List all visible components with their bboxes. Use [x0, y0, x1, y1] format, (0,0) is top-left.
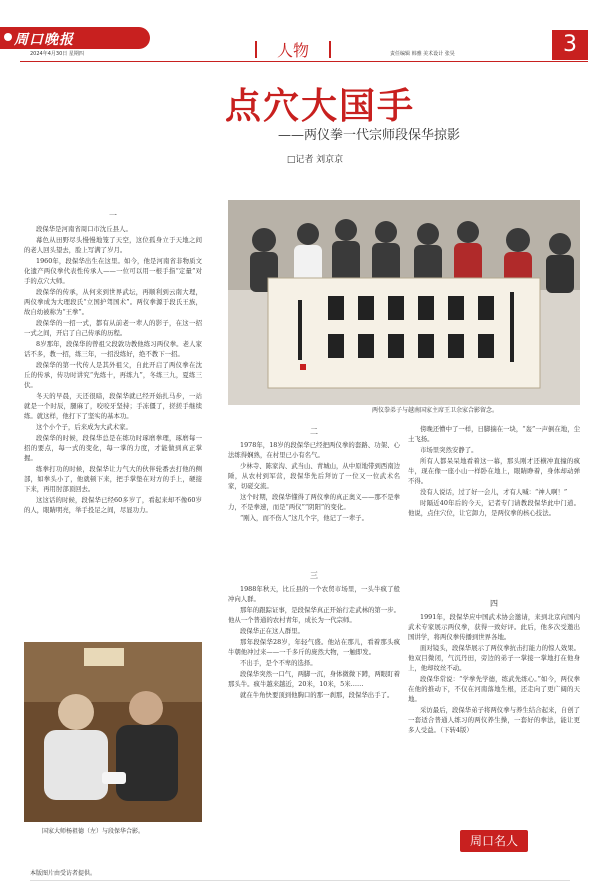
paragraph: 段保华的第一代传人是其外祖父，自此开启了两仪拳在沈丘的传承，传功时讲究“先练十，再练九”，冬练三九，夏练三伏。 [24, 361, 202, 389]
paragraph: 8岁那年，段保华的曾祖父段敦功教他练习两仪拳。老人家话不多，教一招，练三年，一招没练好，绝不教下一招。 [24, 340, 202, 358]
header-rule [20, 61, 588, 62]
paragraph: 1988年秋天，比丘县的一个农贸市场里，一头牛疯了般冲向人群。 [228, 585, 400, 603]
paragraph: 段保华突然一口气，两脚一沉，身体微微下蹲，两眼盯着那头牛。疯牛越来越近，20米，10米，5米…… [228, 670, 400, 688]
masthead [0, 0, 600, 62]
column-3 [228, 568, 400, 868]
editors-line: 责任编辑 韩雅 美术设计 张昊 [390, 51, 455, 57]
logo-dot-icon [4, 33, 12, 41]
paragraph: 段保华正在这人群里。 [240, 627, 304, 635]
article-subtitle: ——两仪拳一代宗师段保华掠影 [277, 128, 460, 143]
column-4 [408, 424, 580, 594]
paragraph: 面对镜头，段保华展示了两仪拳抗击打能力的惊人效果。他双目微闭，气沉丹田，旁边的弟子一掌接一掌地打在他身上，他却纹丝不动。 [408, 644, 580, 672]
photo-two-masters-image [24, 642, 202, 822]
paragraph: 那年段保华28岁，年轻气盛。他站在那儿，看着那头疯牛朝他冲过来——一千多斤的庞然大物，一触即发。 [228, 638, 400, 656]
date-line: 2024年4月30日 星期四 [30, 51, 84, 57]
paragraph: 练拳打功的时候，段保华让力气大的伙伴轮番去打他的侧部，如拳头小了，他就顿下来，把手掌垫在对方的手上，硬接下来，再用肘部顶回去。 [24, 465, 202, 493]
column-1 [24, 208, 202, 638]
byline: □记者 刘京京 [286, 155, 344, 165]
article-title: 点穴大国手 [224, 85, 415, 127]
paragraph: 采访最后，段保华弟子将两仪拳与养生结合起来，自创了一套适合普通人练习的两仪养生操，一套好的拳法，能让更多人受益。（下转4版） [408, 706, 580, 734]
paragraph: 傍晚还懵中了一样，日脚揣在一块，“轰”一声倒在地，尘土飞扬。 [408, 425, 580, 443]
paragraph: 冬天的早晨，天还很暗，段保华就已经开始扎马步，一站就是一个时辰，腿麻了，咬咬牙坚持；手冻僵了，搓搓手继续练。就这样，他打下了坚实的基本功。 [24, 392, 202, 420]
paragraph: 这这话的时候，段保华已经60多岁了，看起来却不像60岁的人，眼睛明亮，举手投足之间，尽显功力。 [24, 496, 202, 514]
section-mark-2: 二 [310, 427, 318, 436]
paper-logo [0, 27, 150, 49]
paragraph: 1991年，段保华应中国武术协会邀请，来到北京向国内武术专家展示两仪拳，获得一致好评。此后，他多次受邀出国讲学，将两仪拳传播到世界各地。 [408, 613, 580, 641]
paragraph: 幕色从田野尽头慢慢地笼了天空，这位孤身立于天地之间的老人回头望去，脸上写满了岁月。 [24, 236, 202, 254]
paragraph: 段保华的一招一式，都有从前老一辈人的影子，在这一招一式之间，开启了自己传承的历程。 [24, 319, 202, 337]
paragraph: 市场里突然安静了。 [420, 446, 478, 454]
footer-badge: 周口名人 [460, 830, 528, 852]
section-mark-3: 三 [310, 571, 318, 580]
paragraph: 这个小个子，后来成为大武术家。 [36, 423, 132, 431]
photo-group-calligraphy [228, 200, 580, 405]
paragraph: 段保华是河南省周口市沈丘县人。 [36, 225, 132, 233]
column-5 [408, 596, 580, 824]
page-number: 3 [552, 30, 588, 60]
section-title: 人物 [255, 38, 331, 60]
photo-group-calligraphy-image [228, 200, 580, 405]
paragraph: 1978年，18岁的段保华已经把两仪拳的套路、功架、心法练得娴熟，在村里已小有名气。 [228, 441, 400, 459]
paragraph: 段保华常说：“学拳先学德，练武先练心。”如今，两仪拳在他的推动下，不仅在河南落地生根，还走向了更广阔的天地。 [408, 675, 580, 703]
footer-note: 本版图片由受访者提供。 [30, 870, 97, 877]
paragraph: “刚入，而不伤人”这几个字，他记了一辈子。 [240, 514, 368, 522]
caption-photo-top: 两仪拳弟子与越南国家主席王卫余家合影留念。 [372, 407, 499, 414]
paragraph: 没有人说话，过了好一会儿，才有人喊：“神人啊！” [420, 488, 568, 496]
paragraph: 少林寺、陈家沟、武当山、青城山，从中原地带到西南边陲，从农村到军营，段保华先后拜访了一位又一位武术名家，切磋交流。 [228, 462, 400, 490]
column-2 [228, 424, 400, 564]
section-mark-1: 一 [109, 211, 117, 220]
paragraph: 时隔近40年后的今天，记者专门请教段保华此中门道。他说，点住穴位，让它卸力，是两仪拳的核心技法。 [408, 499, 580, 517]
paragraph: 所有人都呆呆地看着这一幕，那头刚才还横冲直撞的疯牛，现在像一座小山一样卧在地上，眼睛睁着，身体却动弹不得。 [408, 457, 580, 485]
paragraph: 那年的跟踪证事，是段保华真正开始行走武林的第一步。他从一个普通的农村青年，成长为一代宗师。 [228, 606, 400, 624]
paragraph: 段保华的时候，段保华总是在练功时琢磨拳理，琢磨每一招的要点，每一式的变化，每一掌的力度，才能做到真正掌握。 [24, 434, 202, 462]
paragraph: 这个时期，段保华懂得了两仪拳的真正奥义——那不是拳力，不是拳速，而是“两仪”“阴阳”的变化。 [228, 493, 400, 511]
paragraph: 不出手，是个不卑的选择。 [240, 659, 317, 667]
paragraph: 就在牛角快要顶到他胸口的那一刹那，段保华出手了。 [240, 691, 394, 699]
footer-rule [30, 880, 570, 881]
section-mark-4: 四 [490, 599, 498, 608]
paragraph: 段保华的传承，从何来到世界武坛，再顺利到云南大理，两仪拳成为大理段氏“立国护驾国术”。两仪拳源于段氏王族，故自幼被称为“王拳”。 [24, 288, 202, 316]
paper-name: 周口晚报 [14, 32, 74, 48]
photo-two-masters [24, 642, 202, 822]
paragraph: 1960年，段保华出生在这里。如今，他是河南省非物质文化遗产两仪拳代表性传承人——一位可以用一根手指“定量”对手的点穴大师。 [24, 257, 202, 285]
caption-photo-bottom: 国家大师杨祖德（左）与段保华合影。 [42, 828, 145, 835]
